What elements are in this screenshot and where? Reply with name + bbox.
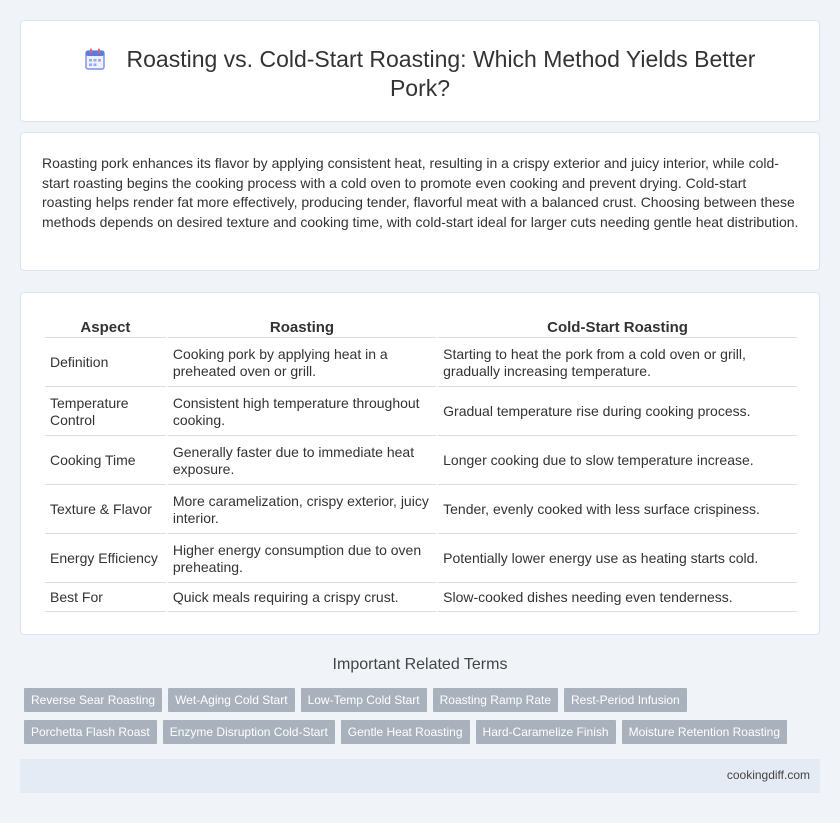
header-roasting: Roasting — [168, 318, 436, 338]
summary-text: Roasting pork enhances its flavor by applying consistent heat, resulting in a crispy exterior and juicy interior, while cold-start roasting begins the cooking process with a cold oven to promote even cooking and prevent drying. Cold-start roasting helps render fat more effectively, producing tender, flavorful meat with a balanced crust. Choosing between these methods depends on desired texture and cooking time, with cold-start ideal for larger cuts needing gentle heat distribution. — [42, 155, 799, 230]
related-term-tag[interactable]: Enzyme Disruption Cold-Start — [163, 720, 335, 744]
table-row — [45, 389, 797, 436]
cold-start-cell: Gradual temperature rise during cooking process. — [438, 389, 797, 436]
related-term-tag[interactable]: Gentle Heat Roasting — [341, 720, 470, 744]
aspect-cell: Definition — [45, 340, 166, 387]
summary-card — [20, 132, 820, 271]
page-title: Roasting vs. Cold-Start Roasting: Which Method Yields Better Pork? — [126, 46, 756, 101]
aspect-cell: Best For — [45, 585, 166, 612]
roasting-cell: Quick meals requiring a crispy crust. — [168, 585, 436, 612]
table-row — [45, 438, 797, 485]
cold-start-cell: Slow-cooked dishes needing even tenderness. — [438, 585, 797, 612]
table-row — [45, 585, 797, 612]
header-cold-start: Cold-Start Roasting — [438, 318, 797, 338]
cold-start-cell: Starting to heat the pork from a cold oven or grill, gradually increasing temperature. — [438, 340, 797, 387]
roasting-cell: Cooking pork by applying heat in a preheated oven or grill. — [168, 340, 436, 387]
roasting-cell: More caramelization, crispy exterior, juicy interior. — [168, 487, 436, 534]
related-terms-list — [21, 688, 821, 752]
aspect-cell: Energy Efficiency — [45, 536, 166, 583]
related-term-tag[interactable]: Porchetta Flash Roast — [24, 720, 157, 744]
comparison-table — [43, 316, 799, 614]
roasting-cell: Higher energy consumption due to oven preheating. — [168, 536, 436, 583]
related-term-tag[interactable]: Roasting Ramp Rate — [433, 688, 558, 712]
title-card — [20, 20, 820, 122]
table-row — [45, 487, 797, 534]
comparison-card — [20, 292, 820, 635]
related-term-tag[interactable]: Wet-Aging Cold Start — [168, 688, 295, 712]
related-term-tag[interactable]: Hard-Caramelize Finish — [476, 720, 616, 744]
aspect-cell: Temperature Control — [45, 389, 166, 436]
table-row — [45, 536, 797, 583]
aspect-cell: Texture & Flavor — [45, 487, 166, 534]
cold-start-cell: Longer cooking due to slow temperature increase. — [438, 438, 797, 485]
aspect-cell: Cooking Time — [45, 438, 166, 485]
roasting-cell: Generally faster due to immediate heat exposure. — [168, 438, 436, 485]
related-term-tag[interactable]: Reverse Sear Roasting — [24, 688, 162, 712]
cold-start-cell: Tender, evenly cooked with less surface crispiness. — [438, 487, 797, 534]
table-header-row — [45, 318, 797, 338]
footer — [20, 759, 820, 793]
cold-start-cell: Potentially lower energy use as heating starts cold. — [438, 536, 797, 583]
table-row — [45, 340, 797, 387]
footer-site-link[interactable]: cookingdiff.com — [726, 768, 810, 782]
related-term-tag[interactable]: Rest-Period Infusion — [564, 688, 687, 712]
roasting-cell: Consistent high temperature throughout cooking. — [168, 389, 436, 436]
calendar-icon — [85, 48, 105, 70]
related-term-tag[interactable]: Moisture Retention Roasting — [622, 720, 787, 744]
related-terms-heading: Important Related Terms — [332, 656, 508, 673]
related-term-tag[interactable]: Low-Temp Cold Start — [301, 688, 427, 712]
header-aspect: Aspect — [45, 318, 166, 338]
